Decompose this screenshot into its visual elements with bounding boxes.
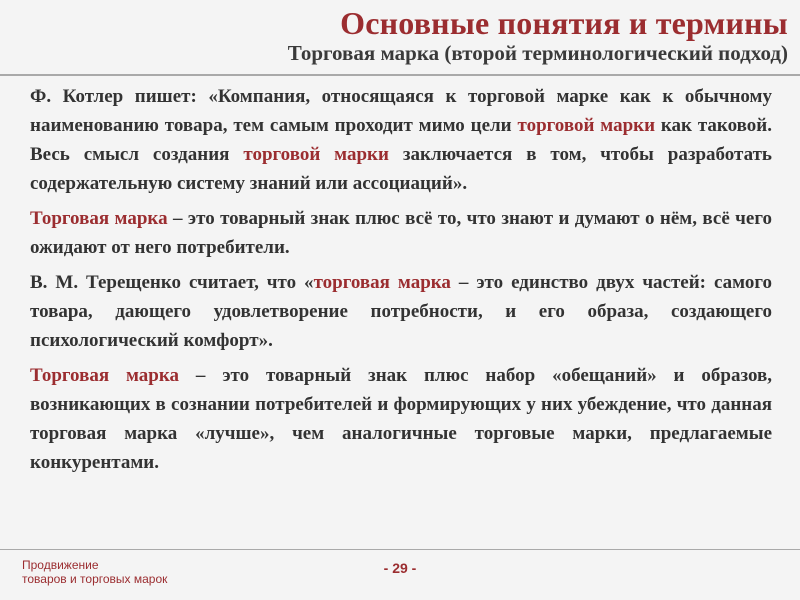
highlight-term: торговой марки [243, 144, 389, 165]
text-segment: В. М. Терещенко считает, что « [30, 272, 314, 293]
text-segment: – это товарный знак плюс набор «обещаний» и образов, возникающих в сознании потребителей и формирующих у них убеждение, что данная торговая марка «лучше», чем аналогичные торговые марки, предлагаемые конкурентами. [30, 365, 773, 473]
slide-title: Основные понятия и термины [340, 5, 788, 41]
page-number: - 29 - [383, 560, 417, 576]
text-segment: заключается в том, чтобы разработать содержательную систему знаний или ассоциаций». [30, 144, 772, 194]
highlight-term: Торговая марка [30, 208, 168, 229]
text-segment: – это товарный знак плюс всё то, что знают и думают о нём, всё чего ожидают от него потребители. [30, 208, 772, 258]
paragraph-definition-1 [30, 204, 772, 262]
text-segment: как таковой. Весь смысл создания [30, 115, 772, 165]
slide-subtitle: Торговая марка (второй терминологический подход) [287, 41, 788, 65]
text-segment: – это единство двух частей: самого товара, дающего удовлетворение потребности, и его образа, создающего психологический комфорт». [30, 272, 772, 351]
highlight-term: торговой марки [517, 115, 656, 136]
footer-course-name [22, 558, 167, 586]
paragraph-kotler [30, 82, 772, 198]
paragraph-definition-2 [30, 361, 772, 477]
text-segment: Ф. Котлер пишет: «Компания, относящаяся к торговой марке как к обычному наименованию товара, тем самым проходит мимо цели [30, 86, 772, 136]
slide-content [30, 82, 772, 483]
footer-line: товаров и торговых марок [22, 572, 168, 586]
paragraph-tereshchenko [30, 268, 772, 355]
highlight-term: торговая марка [313, 272, 451, 293]
footer-line: Продвижение [22, 558, 99, 572]
footer-divider [0, 549, 800, 550]
highlight-term: Торговая марка [30, 365, 180, 386]
header-divider [0, 74, 800, 76]
